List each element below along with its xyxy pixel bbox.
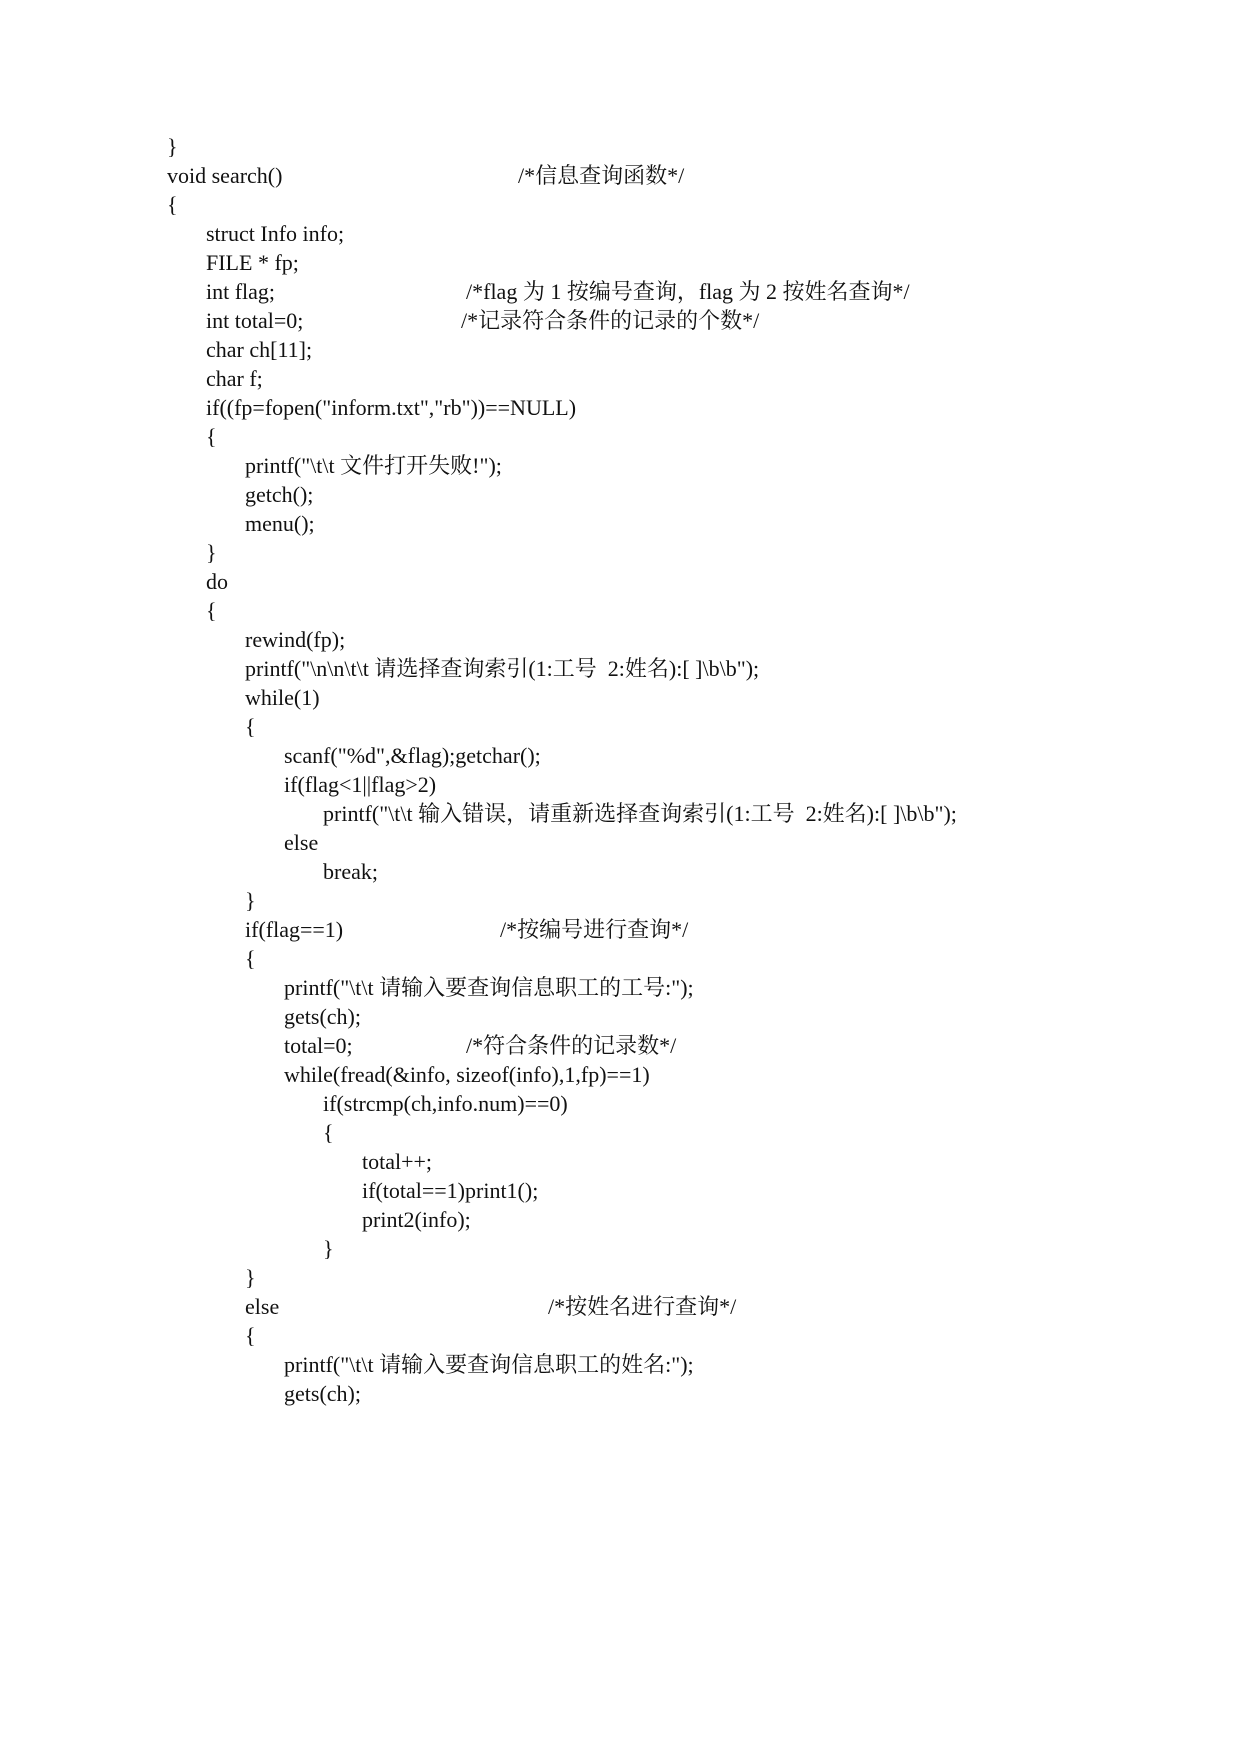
code-text: { bbox=[167, 192, 178, 217]
code-text: if(flag==1) bbox=[245, 917, 344, 942]
code-text: } bbox=[167, 134, 178, 159]
code-line bbox=[206, 597, 217, 625]
code-text: rewind(fp); bbox=[245, 627, 346, 652]
code-comment: /*flag 为 1 按编号查询，flag 为 2 按姓名查询*/ bbox=[466, 279, 910, 304]
code-line bbox=[284, 1061, 650, 1089]
code-text: gets(ch); bbox=[284, 1381, 361, 1406]
code-line bbox=[245, 626, 345, 654]
code-text: void search() bbox=[167, 163, 283, 188]
code-line bbox=[284, 1380, 361, 1408]
code-text: menu(); bbox=[245, 511, 315, 536]
code-text: struct Info info; bbox=[206, 221, 345, 246]
code-text: gets(ch); bbox=[284, 1004, 361, 1029]
code-comment: /*按编号进行查询*/ bbox=[500, 917, 689, 942]
code-line bbox=[206, 249, 299, 277]
code-text: print2(info); bbox=[362, 1207, 471, 1232]
code-text: break; bbox=[323, 859, 378, 884]
code-line bbox=[245, 684, 320, 712]
code-line bbox=[206, 278, 275, 306]
code-line bbox=[206, 336, 312, 364]
code-text: getch(); bbox=[245, 482, 314, 507]
code-line bbox=[206, 394, 576, 422]
code-text: else bbox=[284, 830, 319, 855]
code-text: { bbox=[245, 946, 256, 971]
code-line bbox=[245, 481, 313, 509]
code-text: } bbox=[245, 1265, 256, 1290]
code-line bbox=[362, 1148, 432, 1176]
code-line bbox=[362, 1206, 471, 1234]
code-comment: /*按姓名进行查询*/ bbox=[548, 1294, 737, 1319]
code-line bbox=[245, 713, 256, 741]
code-line bbox=[245, 1322, 256, 1350]
code-text: int total=0; bbox=[206, 308, 304, 333]
code-line bbox=[284, 974, 694, 1002]
code-text: if(total==1)print1(); bbox=[362, 1178, 539, 1203]
code-line bbox=[167, 191, 178, 219]
code-text: int flag; bbox=[206, 279, 276, 304]
code-line bbox=[167, 133, 178, 161]
code-text: scanf("%d",&flag);getchar(); bbox=[284, 743, 541, 768]
code-text: { bbox=[245, 714, 256, 739]
code-line bbox=[323, 1235, 334, 1263]
code-text: while(1) bbox=[245, 685, 320, 710]
code-text: char ch[11]; bbox=[206, 337, 313, 362]
code-line bbox=[284, 829, 318, 857]
code-line bbox=[245, 510, 315, 538]
code-line bbox=[245, 916, 343, 944]
code-text: if(flag<1||flag>2) bbox=[284, 772, 437, 797]
code-line bbox=[284, 1003, 361, 1031]
code-line bbox=[245, 945, 256, 973]
code-line bbox=[206, 220, 344, 248]
code-line bbox=[362, 1177, 538, 1205]
code-text: { bbox=[206, 598, 217, 623]
code-line bbox=[245, 655, 759, 683]
code-line bbox=[323, 1119, 334, 1147]
code-text: FILE * fp; bbox=[206, 250, 299, 275]
code-line bbox=[284, 742, 541, 770]
code-line bbox=[167, 162, 282, 190]
code-text: if((fp=fopen("inform.txt","rb"))==NULL) bbox=[206, 395, 577, 420]
code-line bbox=[206, 365, 263, 393]
code-line bbox=[284, 771, 436, 799]
code-line bbox=[206, 539, 217, 567]
code-line bbox=[323, 858, 378, 886]
code-text: printf("\n\n\t\t 请选择查询索引(1:工号 2:姓名):[ ]\b\b"); bbox=[245, 656, 760, 681]
code-text: total++; bbox=[362, 1149, 433, 1174]
code-text: while(fread(&info, sizeof(info),1,fp)==1) bbox=[284, 1062, 650, 1087]
code-text: char f; bbox=[206, 366, 263, 391]
code-comment: /*信息查询函数*/ bbox=[518, 163, 685, 188]
code-text: } bbox=[206, 540, 217, 565]
code-text: { bbox=[206, 424, 217, 449]
code-line bbox=[245, 452, 502, 480]
code-text: do bbox=[206, 569, 228, 594]
code-line bbox=[206, 423, 217, 451]
code-line bbox=[245, 1293, 279, 1321]
code-line bbox=[245, 1264, 256, 1292]
code-text: else bbox=[245, 1294, 280, 1319]
code-text: { bbox=[245, 1323, 256, 1348]
code-text: printf("\t\t 请输入要查询信息职工的工号:"); bbox=[284, 975, 694, 1000]
code-line bbox=[206, 568, 228, 596]
code-text: { bbox=[323, 1120, 334, 1145]
code-text: printf("\t\t 文件打开失败!"); bbox=[245, 453, 502, 478]
code-text: total=0; bbox=[284, 1033, 353, 1058]
code-text: printf("\t\t 输入错误，请重新选择查询索引(1:工号 2:姓名):[ ]\b\b"); bbox=[323, 801, 957, 826]
code-text: if(strcmp(ch,info.num)==0) bbox=[323, 1091, 568, 1116]
code-line bbox=[323, 1090, 568, 1118]
code-text: } bbox=[245, 888, 256, 913]
code-line bbox=[284, 1351, 694, 1379]
code-text: } bbox=[323, 1236, 334, 1261]
code-line bbox=[284, 1032, 353, 1060]
code-line bbox=[323, 800, 957, 828]
code-comment: /*符合条件的记录数*/ bbox=[466, 1033, 677, 1058]
code-comment: /*记录符合条件的记录的个数*/ bbox=[461, 308, 760, 333]
code-text: printf("\t\t 请输入要查询信息职工的姓名:"); bbox=[284, 1352, 694, 1377]
code-line bbox=[245, 887, 256, 915]
code-line bbox=[206, 307, 303, 335]
